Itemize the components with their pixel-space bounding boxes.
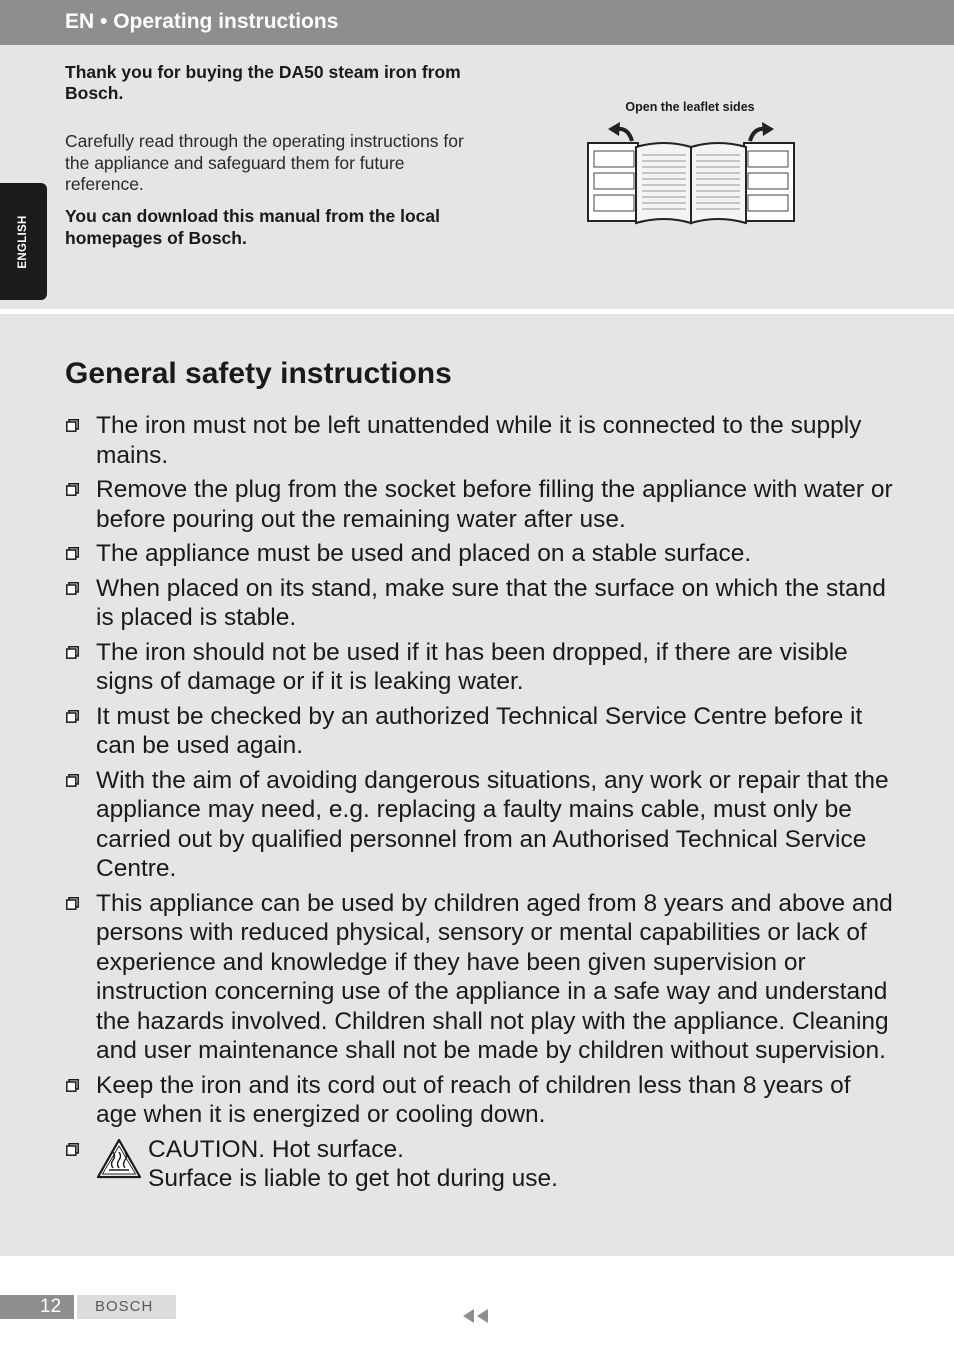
list-item: [65, 702, 895, 761]
checkbox-bullet-icon: [66, 547, 79, 560]
checkbox-bullet-icon: [66, 897, 79, 910]
section-title: General safety instructions: [65, 357, 452, 390]
intro-download-text: You can download this manual from the local homepages of Bosch.: [65, 206, 440, 248]
safety-list: [65, 411, 895, 1199]
page-header-title: EN • Operating instructions: [65, 10, 339, 33]
list-item: [65, 574, 895, 633]
list-item-text: It must be checked by an authorized Technical Service Centre before it can be used again.: [96, 702, 863, 759]
intro-read-text: Carefully read through the operating instructions for the appliance and safeguard them for future reference.: [65, 131, 464, 194]
list-item-text: This appliance can be used by children aged from 8 years and above and persons with reduced physical, sensory or mental capabilities or lack of experience and knowledge if they have been given supervision or instruction concerning use of the appliance in a safe way and understand the hazards involved. Children shall not play with the appliance. Cleaning and user maintenance shall not be made by children without supervision.: [96, 889, 893, 1064]
list-item-text: With the aim of avoiding dangerous situations, any work or repair that the appliance may need, e.g. replacing a faulty mains cable, must only be carried out by qualified personnel from an Authorised Technical Service Centre.: [96, 766, 889, 882]
caution-item: [65, 1135, 895, 1194]
footer-page-box: [0, 1295, 74, 1319]
caution-description: Surface is liable to get hot during use.: [148, 1165, 558, 1192]
list-item: [65, 638, 895, 697]
checkbox-bullet-icon: [66, 646, 79, 659]
checkbox-bullet-icon: [66, 582, 79, 595]
list-item-text: The iron should not be used if it has been dropped, if there are visible signs of damage or if it is leaking water.: [96, 638, 848, 695]
double-arrow-left-icon: [462, 1308, 490, 1324]
list-item-text: When placed on its stand, make sure that the surface on which the stand is placed is stable.: [96, 574, 886, 631]
list-item: [65, 889, 895, 1066]
hot-surface-warning-icon: [96, 1138, 142, 1180]
leaflet-caption: Open the leaflet sides: [625, 100, 755, 114]
page-number: 12: [40, 1296, 62, 1317]
list-item-text: Keep the iron and its cord out of reach of children less than 8 years of age when it is energized or cooling down.: [96, 1071, 851, 1128]
checkbox-bullet-icon: [66, 1079, 79, 1092]
intro-thanks-text: Thank you for buying the DA50 steam iron from Bosch.: [65, 62, 461, 103]
list-item: [65, 539, 895, 569]
checkbox-bullet-icon: [66, 419, 79, 432]
list-item: [65, 411, 895, 470]
list-item: [65, 766, 895, 884]
list-item: [65, 475, 895, 534]
list-item: [65, 1071, 895, 1130]
list-item-text: The appliance must be used and placed on a stable surface.: [96, 540, 752, 567]
language-tab-label: ENGLISH: [17, 215, 29, 269]
leaflet-fold-illustration: [586, 121, 796, 227]
list-item-text: The iron must not be left unattended while it is connected to the supply mains.: [96, 412, 862, 469]
checkbox-bullet-icon: [66, 774, 79, 787]
checkbox-bullet-icon: [66, 483, 79, 496]
footer-brand: BOSCH: [95, 1298, 154, 1315]
caution-heading: CAUTION. Hot surface.: [148, 1135, 404, 1163]
list-item-text: Remove the plug from the socket before filling the appliance with water or before pouring out the remaining water after use.: [96, 476, 893, 533]
checkbox-bullet-icon: [66, 710, 79, 723]
checkbox-bullet-icon: [66, 1143, 79, 1156]
